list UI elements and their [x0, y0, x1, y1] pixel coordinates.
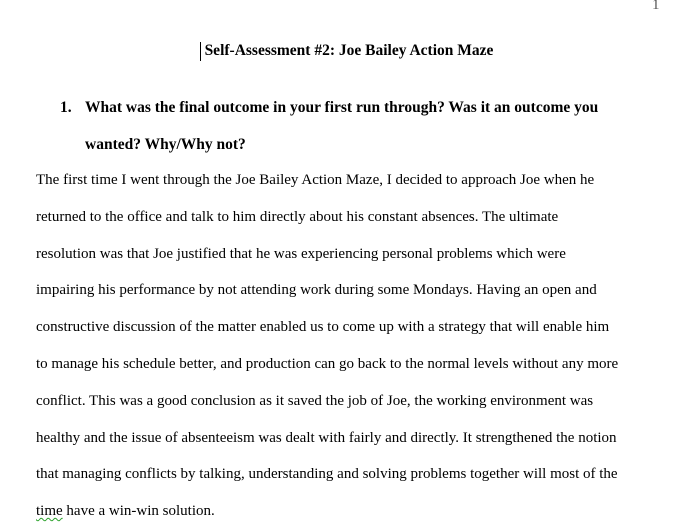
paragraph-line-text: have a win-win solution.	[62, 503, 215, 520]
question-line: wanted? Why/Why not?	[85, 135, 246, 153]
paragraph-line: resolution was that Joe justified that he was experiencing personal problems which were	[36, 245, 566, 262]
paragraph-last-line	[36, 503, 215, 523]
paragraph-line: healthy and the issue of absenteeism was dealt with fairly and directly. It strengthened the notion	[36, 429, 617, 446]
text-cursor	[200, 42, 201, 61]
paragraph-line: conflict. This was a good conclusion as it saved the job of Joe, the working environment was	[36, 392, 594, 409]
paragraph-line: that managing conflicts by talking, understanding and solving problems together will most of the	[36, 466, 618, 483]
paragraph-line: impairing his performance by not attending work during some Mondays. Having an open and	[36, 282, 597, 299]
paragraph-line: constructive discussion of the matter enabled us to come up with a strategy that will enable him	[36, 319, 610, 336]
question-line: What was the final outcome in your first run through? Was it an outcome you	[85, 99, 599, 116]
paragraph-line: The first time I went through the Joe Bailey Action Maze, I decided to approach Joe when he	[36, 172, 595, 188]
page-number: 1	[652, 0, 660, 13]
document-title: Self-Assessment #2: Joe Bailey Action Maze	[204, 42, 494, 59]
grammar-flagged-word[interactable]: time	[36, 503, 63, 520]
paragraph-line: to manage his schedule better, and production can go back to the normal levels without any more	[36, 356, 619, 372]
paragraph-line: returned to the office and talk to him directly about his constant absences. The ultimate	[36, 208, 559, 225]
question-number: 1.	[60, 99, 72, 116]
